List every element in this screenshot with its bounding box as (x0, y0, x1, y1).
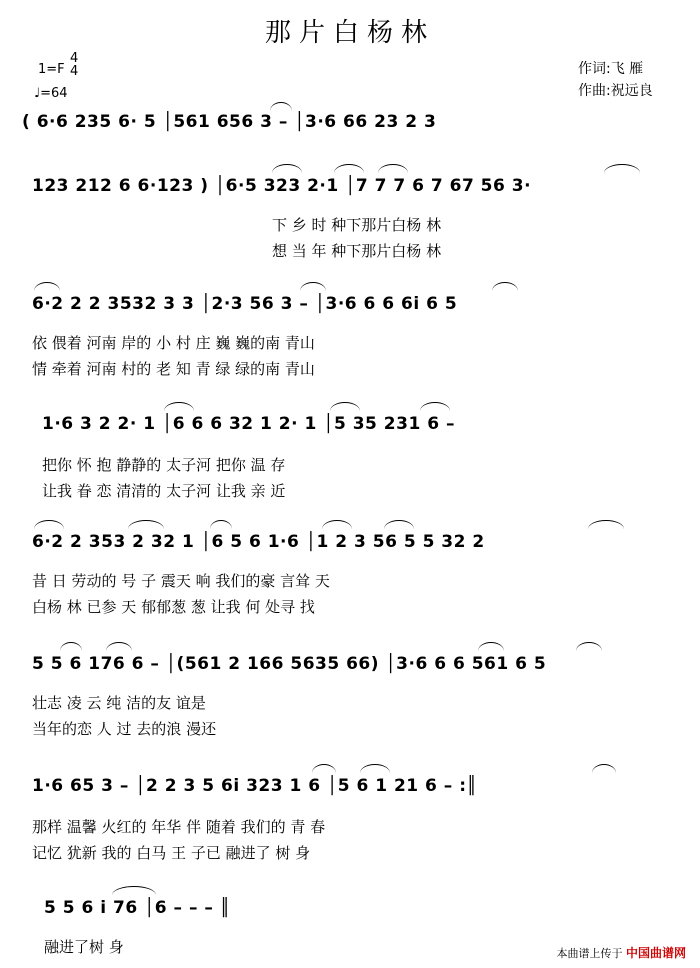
notes-line: 1·6 3 2 2· 1 │6 6 6 32 1 2· 1 │5 35 231 6 – (42, 414, 455, 434)
slur (592, 764, 616, 773)
lyrics-verse-2: 当年的恋 人 过 去的浪 漫还 (32, 720, 217, 738)
slur (384, 520, 414, 529)
lyricist-credit: 作词:飞 雁 (578, 61, 644, 77)
lyrics-verse-1: 那样 温馨 火红的 年华 伴 随着 我们的 青 春 (32, 818, 326, 836)
lyrics-verse-1: 昔 日 劳动的 号 子 震天 响 我们的豪 言耸 天 (32, 572, 330, 590)
time-signature (70, 52, 78, 78)
time-signature-bottom: 4 (70, 64, 79, 79)
lyrics-verse-1: 把你 怀 抱 静静的 太子河 把你 温 存 (42, 456, 286, 474)
slur (112, 886, 156, 895)
slur (420, 402, 450, 411)
lyrics-verse-2: 想 当 年 种下那片白杨 林 (272, 242, 442, 260)
footer-prefix: 本曲谱上传于 (556, 947, 623, 960)
slur (60, 642, 82, 651)
lyrics-verse-1: 依 偎着 河南 岸的 小 村 庄 巍 巍的南 青山 (32, 334, 315, 352)
slur (128, 520, 164, 529)
slur (34, 282, 60, 291)
slur (604, 164, 640, 173)
slur (270, 102, 292, 111)
lyrics-verse-2: 白杨 林 已参 天 郁郁葱 葱 让我 何 处寻 找 (32, 598, 315, 616)
notes-line: ( 6·6 235 6· 5 │561 656 3 – │3·6 66 23 2 3 (22, 112, 437, 132)
lyrics-verse-2: 让我 眷 恋 清清的 太子河 让我 亲 近 (42, 482, 286, 500)
lyrics-verse-2: 情 牵着 河南 村的 老 知 青 绿 绿的南 青山 (32, 360, 315, 378)
lyrics-verse-1: 壮志 凌 云 纯 洁的友 谊是 (32, 694, 206, 712)
key-signature: 1=F (38, 62, 65, 77)
tempo-marking: ♩=64 (34, 86, 68, 101)
notes-line: 1·6 65 3 – │2 2 3 5 6i 323 1 6 │5 6 1 21 6 – :║ (32, 776, 478, 796)
notes-line: 5 5 6 i 76 │6 – – – ║ (44, 898, 231, 918)
lyrics-verse-2: 记忆 犹新 我的 白马 王 子已 融进了 树 身 (32, 844, 311, 862)
page-title: 那片白杨林 (264, 18, 435, 48)
slur (272, 164, 302, 173)
slur (334, 164, 364, 173)
slur (478, 642, 504, 651)
slur (378, 164, 408, 173)
lyrics-verse-1: 下 乡 时 种下那片白杨 林 (272, 216, 442, 234)
notes-line: 6·2 2 353 2 32 1 │6 5 6 1·6 │1 2 3 56 5 5 32 2 (32, 532, 485, 552)
slur (106, 642, 132, 651)
slur (588, 520, 624, 529)
slur (164, 402, 194, 411)
footer-credit (556, 944, 686, 961)
composer-credit: 作曲:祝远良 (578, 83, 653, 99)
notes-line: 5 5 6 176 6 – │(561 2 166 5635 66) │3·6 6 6 561 6 5 (32, 654, 547, 674)
slur (330, 402, 360, 411)
slur (34, 520, 64, 529)
slur (492, 282, 518, 291)
slur (312, 764, 336, 773)
slur (360, 764, 390, 773)
slur (210, 520, 232, 529)
slur (300, 282, 326, 291)
footer-brand-link[interactable]: 中国曲谱网 (625, 946, 686, 960)
slur (576, 642, 602, 651)
time-signature-top: 4 (70, 51, 79, 66)
notes-line: 123 212 6 6·123 ) │6·5 323 2·1 │7 7 7 6 7 67 56 3· (32, 176, 532, 196)
notes-line: 6·2 2 2 3532 3 3 │2·3 56 3 – │3·6 6 6 6i 6 5 (32, 294, 458, 314)
lyrics-verse-1: 融进了树 身 (44, 938, 124, 956)
slur (322, 520, 352, 529)
